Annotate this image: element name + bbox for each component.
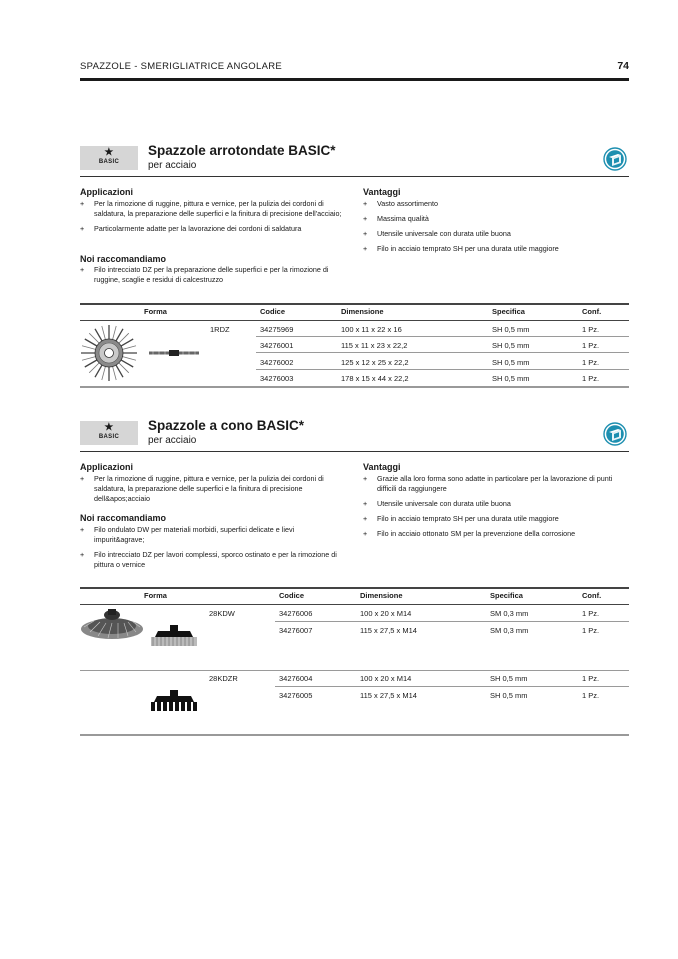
section-subtitle: per acciaio (148, 435, 197, 446)
cell-conf: 1 Pz. (582, 691, 600, 700)
header-row-line (80, 604, 629, 605)
section-rule (80, 451, 629, 452)
list-item: + Filo intrecciato DZ per lavori complessi, sporco ostinato e per la rimozione di pittura o vernice (80, 550, 337, 569)
badge-label: BASIC (98, 159, 120, 165)
cell-codice: 34276002 (260, 358, 294, 367)
cell-specifica: SM 0,3 mm (490, 626, 529, 635)
raccomandiamo-heading: Noi raccomandiamo (80, 254, 167, 264)
plus-bullet-icon: + (80, 525, 85, 534)
cell-conf: 1 Pz. (582, 609, 600, 618)
col-header-conf: Conf. (582, 591, 602, 600)
cell-dimensione: 100 x 20 x M14 (360, 674, 412, 683)
cell-dimensione: 115 x 27,5 x M14 (360, 691, 417, 700)
raccomandiamo-list (80, 525, 342, 575)
col-header-specifica: Specifica (490, 591, 523, 600)
cell-conf: 1 Pz. (582, 626, 600, 635)
col-header-codice: Codice (260, 307, 286, 316)
cell-dimensione: 115 x 11 x 23 x 22,2 (341, 341, 408, 350)
cell-codice: 34276004 (279, 674, 313, 683)
list-item: + Utensile universale con durata utile buona (363, 499, 511, 508)
cell-specifica: SH 0,5 mm (490, 691, 528, 700)
plus-bullet-icon: + (80, 550, 85, 559)
raccomandiamo-heading: Noi raccomandiamo (80, 513, 167, 523)
cell-dimensione: 125 x 12 x 25 x 22,2 (341, 358, 409, 367)
list-item: + Per la rimozione di ruggine, pittura e vernice, per la pulizia dei cordoni di saldatura, la preparazione delle superfici e la finitura di precisione dell'acciaio; (80, 199, 342, 218)
vantaggi-heading: Vantaggi (363, 462, 401, 472)
col-header-conf: Conf. (582, 307, 602, 316)
list-item: + Per la rimozione di ruggine, pittura e vernice, per la pulizia dei cordoni di saldatura, la preparazione delle superfici e la finitura di precisione dell&apos;acciaio (80, 474, 324, 503)
row-line (256, 336, 629, 337)
plus-bullet-icon: + (363, 199, 368, 208)
plus-bullet-icon: + (363, 514, 368, 523)
steel-material-icon (603, 422, 627, 446)
page-number: 74 (617, 60, 629, 72)
cell-specifica: SH 0,5 mm (492, 374, 530, 383)
badge-label: BASIC (98, 434, 120, 440)
list-item: + Particolarmente adatte per la lavorazione dei cordoni di saldatura (80, 224, 302, 233)
cell-codice: 34276006 (279, 609, 313, 618)
row-line (275, 686, 629, 687)
list-item: + Grazie alla loro forma sono adatte in particolare per la lavorazione di punti difficili da raggiungere (363, 474, 613, 493)
header-row-line (80, 320, 629, 321)
star-icon: ★ (104, 422, 114, 433)
cell-dimensione: 100 x 20 x M14 (360, 609, 412, 618)
cell-conf: 1 Pz. (582, 341, 600, 350)
plus-bullet-icon: + (363, 229, 368, 238)
section-title: Spazzole arrotondate BASIC* (148, 143, 336, 158)
raccomandiamo-list (80, 265, 356, 290)
cell-conf: 1 Pz. (582, 325, 600, 334)
cell-codice: 34276003 (260, 374, 294, 383)
basic-badge (80, 146, 138, 170)
cell-specifica: SM 0,3 mm (490, 609, 529, 618)
row-line (256, 352, 629, 353)
basic-badge (80, 421, 138, 445)
plus-bullet-icon: + (363, 244, 368, 253)
star-icon: ★ (104, 147, 114, 158)
wheel-brush-profile-image (149, 350, 199, 356)
plus-bullet-icon: + (80, 265, 85, 274)
cell-conf: 1 Pz. (582, 358, 600, 367)
table-top-rule (80, 303, 629, 305)
cell-dimensione: 115 x 27,5 x M14 (360, 626, 417, 635)
vantaggi-list (363, 474, 629, 544)
steel-material-icon (603, 147, 627, 171)
list-item: + Vasto assortimento (363, 199, 438, 208)
cell-dimensione: 100 x 11 x 22 x 16 (341, 325, 402, 334)
section-subtitle: per acciaio (148, 160, 197, 171)
list-item: + Filo in acciaio temprato SH per una durata utile maggiore (363, 514, 559, 523)
cone-brush-profile-image (149, 625, 199, 649)
cell-specifica: SH 0,5 mm (492, 358, 530, 367)
cone-brush-twisted-profile-image (149, 690, 199, 712)
cell-codice: 34275969 (260, 325, 294, 334)
page-header-title: SPAZZOLE - SMERIGLIATRICE ANGOLARE (80, 61, 282, 72)
cell-specifica: SH 0,5 mm (492, 341, 530, 350)
wheel-brush-image (79, 323, 139, 383)
list-item: + Filo intrecciato DZ per la preparazione delle superfici e per la rimozione di ruggine, scaglie e residui di calcestruzzo (80, 265, 329, 284)
group-label: 28KDW (209, 609, 235, 618)
applicazioni-list (80, 474, 356, 509)
list-item: + Utensile universale con durata utile buona (363, 229, 511, 238)
plus-bullet-icon: + (80, 224, 85, 233)
applicazioni-list (80, 199, 356, 239)
row-line (256, 369, 629, 370)
cell-codice: 34276005 (279, 691, 313, 700)
applicazioni-heading: Applicazioni (80, 187, 134, 197)
applicazioni-heading: Applicazioni (80, 462, 134, 472)
col-header-codice: Codice (279, 591, 305, 600)
table-top-rule (80, 587, 629, 589)
cone-brush-image (80, 607, 144, 641)
vantaggi-list (363, 199, 629, 259)
list-item: + Filo in acciaio temprato SH per una durata utile maggiore (363, 244, 559, 253)
table-bottom-rule (80, 386, 629, 388)
col-header-forma: Forma (144, 307, 167, 316)
table-bottom-rule (80, 734, 629, 736)
cell-codice: 34276001 (260, 341, 294, 350)
col-header-dimensione: Dimensione (360, 591, 403, 600)
cell-conf: 1 Pz. (582, 374, 600, 383)
list-item: + Filo ondulato DW per materiali morbidi, superfici delicate e lievi impurit&agrave; (80, 525, 295, 544)
group-label: 1RDZ (210, 325, 230, 334)
section-title: Spazzole a cono BASIC* (148, 418, 305, 433)
section-spazzole-a-cono (80, 415, 629, 745)
plus-bullet-icon: + (80, 199, 85, 208)
row-line (275, 621, 629, 622)
cell-specifica: SH 0,5 mm (492, 325, 530, 334)
plus-bullet-icon: + (363, 529, 368, 538)
plus-bullet-icon: + (363, 499, 368, 508)
group-line (80, 670, 629, 671)
cell-dimensione: 178 x 15 x 44 x 22,2 (341, 374, 409, 383)
list-item: + Filo in acciaio ottonato SM per la prevenzione della corrosione (363, 529, 576, 538)
plus-bullet-icon: + (80, 474, 85, 483)
section-rule (80, 176, 629, 177)
list-item: + Massima qualità (363, 214, 429, 223)
header-rule (80, 78, 629, 81)
plus-bullet-icon: + (363, 214, 368, 223)
col-header-forma: Forma (144, 591, 167, 600)
col-header-dimensione: Dimensione (341, 307, 384, 316)
section-spazzole-arrotondate (80, 140, 629, 390)
col-header-specifica: Specifica (492, 307, 525, 316)
plus-bullet-icon: + (363, 474, 368, 483)
cell-specifica: SH 0,5 mm (490, 674, 528, 683)
cell-conf: 1 Pz. (582, 674, 600, 683)
group-label: 28KDZR (209, 674, 238, 683)
cell-codice: 34276007 (279, 626, 313, 635)
vantaggi-heading: Vantaggi (363, 187, 401, 197)
